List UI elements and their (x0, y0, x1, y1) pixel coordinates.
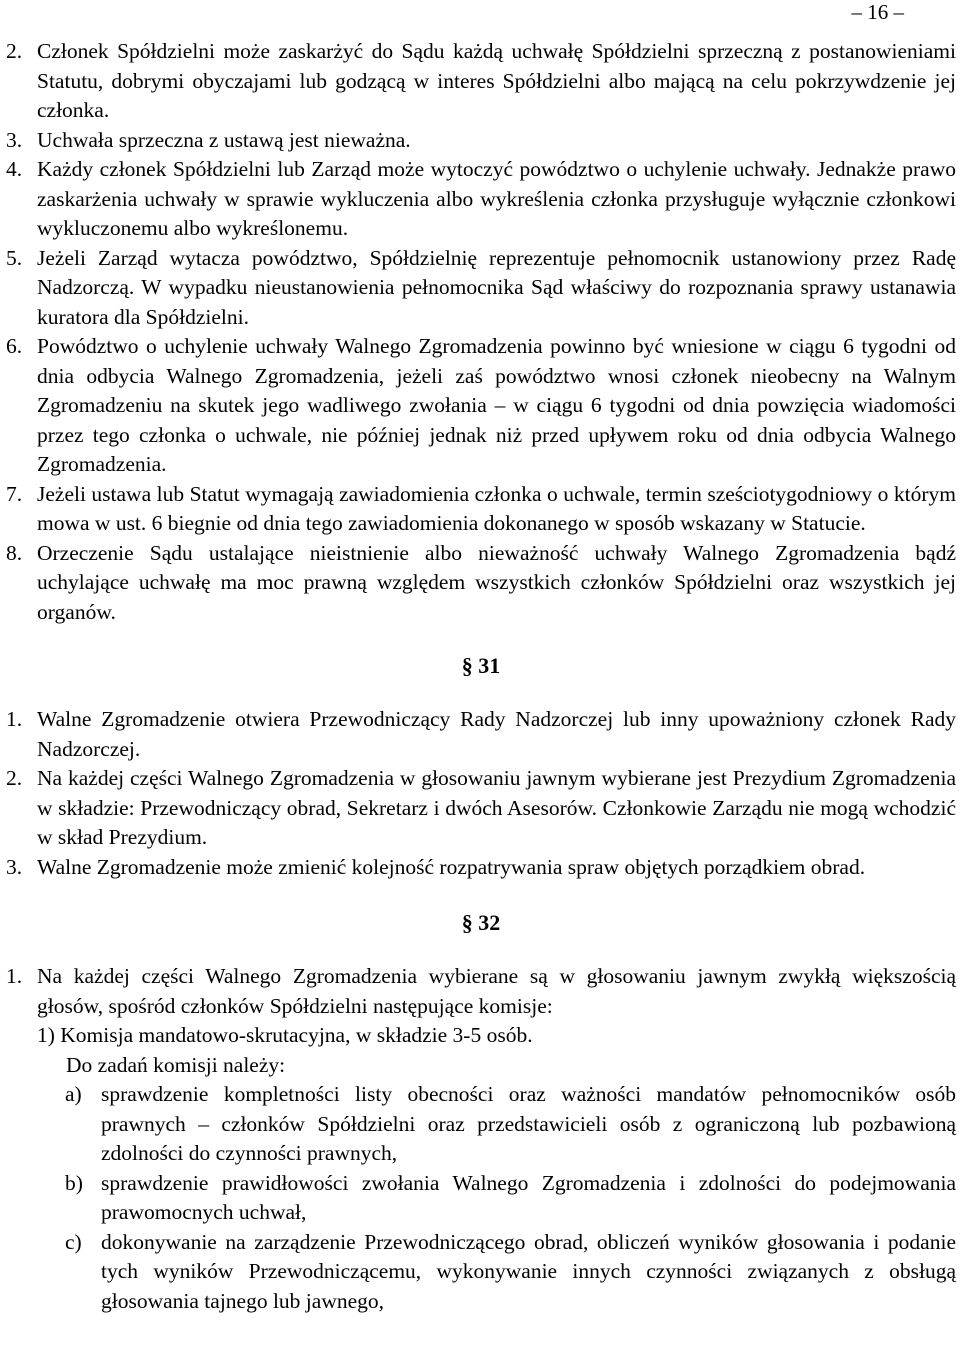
list-item (6, 705, 956, 764)
item-text: Walne Zgromadzenie może zmienić kolejność rozpatrywania spraw objętych porządkiem obrad. (37, 854, 866, 879)
paragraph-block-3 (6, 962, 956, 1316)
sub-item: 1) Komisja mandatowo-skrutacyjna, w składzie 3-5 osób. (37, 1023, 533, 1047)
paragraph-block-2 (6, 705, 956, 882)
item-number: 5. (6, 245, 23, 270)
list-item (6, 126, 956, 156)
document-page (6, 0, 956, 1316)
list-item (6, 332, 956, 480)
list-item (6, 962, 956, 1021)
item-number: 3. (6, 127, 23, 152)
item-number: 2. (6, 766, 23, 790)
task-text: sprawdzenie prawidłowości zwołania Walnego Zgromadzenia i zdolności do podejmowania prawomocnych uchwał, (101, 1170, 956, 1224)
task-item (6, 1228, 956, 1317)
item-number: 2. (6, 39, 23, 63)
item-number: 8. (6, 540, 23, 565)
list-item (6, 480, 956, 539)
paragraph-block-1 (6, 37, 956, 627)
task-item (6, 1169, 956, 1228)
section-heading-32: § 32 (461, 910, 501, 935)
item-number: 1. (6, 707, 23, 731)
item-text: Powództwo o uchylenie uchwały Walnego Zgromadzenia powinno być wniesione w ciągu 6 tygodni od dnia odbycia Walnego Zgromadzenia, jeżeli zaś powództwo wnosi członek nieobecny na Walnym Zgromadzeniu na skutek jego wadliwego zwołania – w ciągu 6 tygodni od dnia powzięcia wiadomości przez tego członka o uchwale, nie później jednak niż przed upływem roku od dnia odbycia Walnego Zgromadzenia. (37, 334, 956, 476)
item-text: Jeżeli Zarząd wytacza powództwo, Spółdzielnię reprezentuje pełnomocnik ustanowiony przez Radę Nadzorczą. W wypadku nieustanowienia pełnomocnika Sąd właściwy do rozpoznania sprawy ustanawia kuratora dla Spółdzielni. (37, 245, 956, 329)
item-number: 6. (6, 334, 23, 358)
task-text: dokonywanie na zarządzenie Przewodniczącego obrad, obliczeń wyników głosowania i podanie tych wyników Przewodniczącemu, wykonywanie innych czynności związanych z obsługą głosowania tajnego lub jawnego, (101, 1229, 956, 1313)
task-letter: a) (65, 1082, 82, 1106)
list-item (6, 244, 956, 333)
list-item (6, 37, 956, 126)
list-item (6, 155, 956, 244)
item-text: Uchwała sprzeczna z ustawą jest nieważna. (37, 127, 411, 152)
list-item (6, 853, 956, 883)
item-text: Walne Zgromadzenie otwiera Przewodniczący Rady Nadzorczej lub inny upoważniony członek Rady Nadzorczej. (37, 707, 956, 761)
item-number: 7. (6, 481, 23, 506)
task-item (6, 1080, 956, 1169)
item-number: 4. (6, 157, 23, 181)
item-number: 1. (6, 964, 23, 988)
list-item (6, 539, 956, 628)
page-number: – 16 – (851, 0, 904, 24)
item-text: Orzeczenie Sądu ustalające nieistnienie albo nieważność uchwały Walnego Zgromadzenia bądź uchylające uchwałę ma moc prawną względem wszystkich członków Spółdzielni oraz wszystkich jej organów. (37, 540, 956, 624)
item-number: 3. (6, 854, 23, 879)
tasks-intro: Do zadań komisji należy: (66, 1052, 286, 1077)
task-text: sprawdzenie kompletności listy obecności oraz ważności mandatów pełnomocników osób prawnych – członków Spółdzielni oraz przedstawicieli osób z ograniczoną lub pozbawioną zdolności do czynności prawnych, (101, 1082, 956, 1165)
item-text: Na każdej części Walnego Zgromadzenia wybierane są w głosowaniu jawnym zwykłą większością głosów, spośród członków Spółdzielni następujące komisje: (37, 964, 956, 1018)
task-letter: b) (65, 1170, 83, 1195)
item-text: Członek Spółdzielni może zaskarżyć do Sądu każdą uchwałę Spółdzielni sprzeczną z postanowieniami Statutu, dobrymi obyczajami lub godzącą w interes Spółdzielni albo mającą na celu pokrzywdzenie jej członka. (37, 39, 956, 122)
section-heading-31: § 31 (461, 653, 501, 678)
list-item (6, 764, 956, 853)
item-text: Każdy członek Spółdzielni lub Zarząd może wytoczyć powództwo o uchylenie uchwały. Jednakże prawo zaskarżenia uchwały w sprawie wykluczenia albo wykreślenia członka przysługuje wyłącznie członkowi wykluczonemu albo wykreślonemu. (37, 157, 956, 240)
task-letter: c) (65, 1229, 82, 1254)
item-text: Na każdej części Walnego Zgromadzenia w głosowaniu jawnym wybierane jest Prezydium Zgromadzenia w składzie: Przewodniczący obrad, Sekretarz i dwóch Asesorów. Członkowie Zarządu nie mogą wchodzić w skład Prezydium. (37, 766, 956, 849)
item-text: Jeżeli ustawa lub Statut wymagają zawiadomienia członka o uchwale, termin sześciotygodniowy o którym mowa w ust. 6 biegnie od dnia tego zawiadomienia dokonanego w sposób wskazany w Statucie. (37, 481, 956, 535)
